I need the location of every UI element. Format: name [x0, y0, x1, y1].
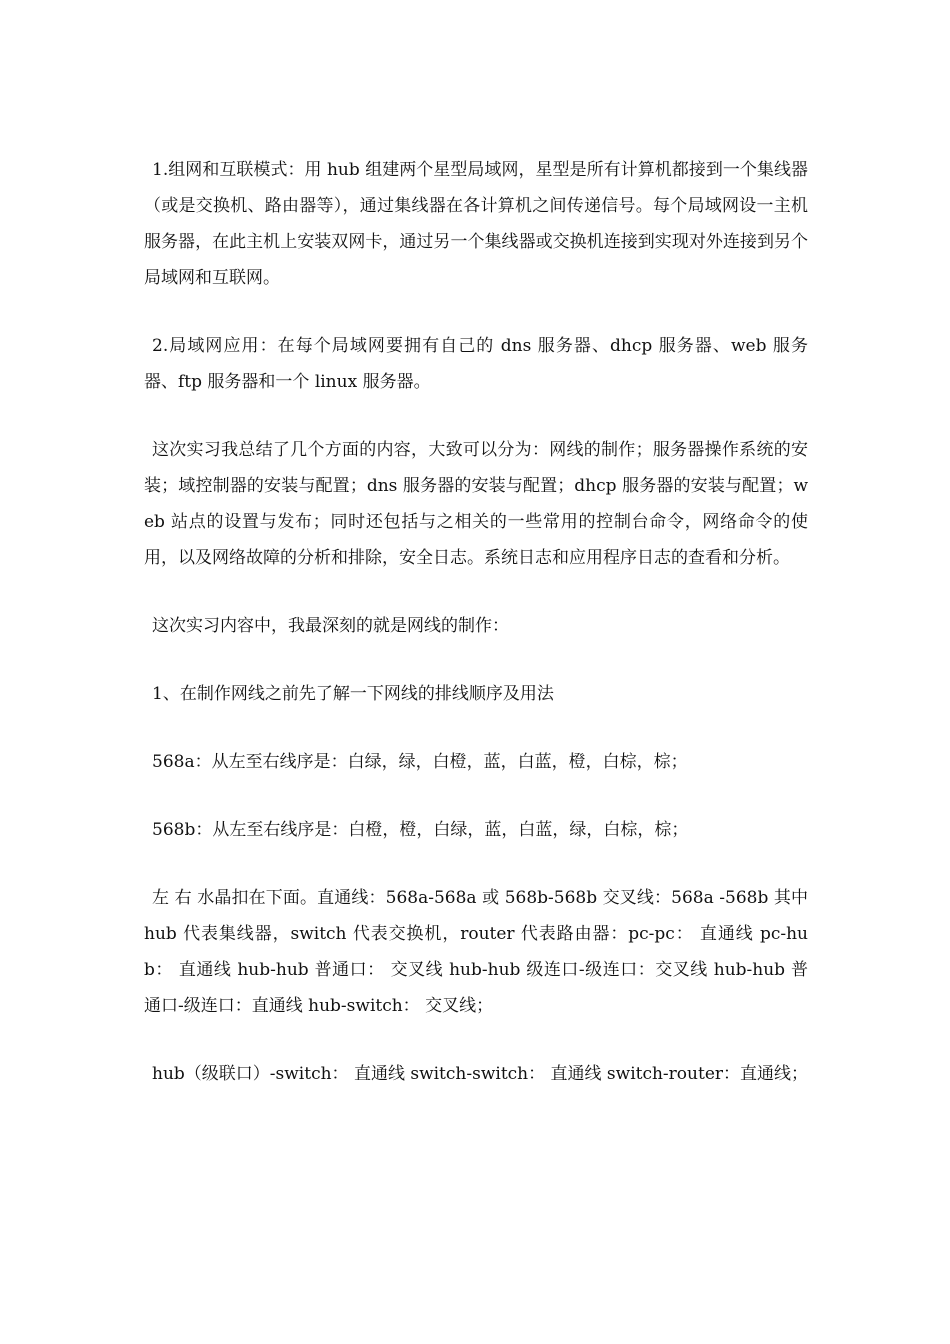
paragraph-lan-application: 2.局域网应用：在每个局域网要拥有自己的 dns 服务器、dhcp 服务器、web 服务器、ftp 服务器和一个 linux 服务器。: [144, 336, 808, 392]
paragraph-cable-types: 左 右 水晶扣在下面。直通线：568a-568a 或 568b-568b 交叉线：568a -568b 其中 hub 代表集线器，switch 代表交换机，router 代表路由器：pc-pc： 直通线 pc-hub： 直通线 hub-hub 普通口： 交叉线 hub-hub 级连口-级连口：交叉线 hub-hub 普通口-级连口：直通线 hub-switch： 交叉线；: [144, 888, 808, 1016]
document-body: [144, 152, 808, 1124]
paragraph-cable-intro: 这次实习内容中，我最深刻的就是网线的制作：: [152, 616, 509, 636]
paragraph-568a: 568a：从左至右线序是：白绿，绿，白橙，蓝，白蓝，橙，白棕，棕；: [152, 752, 688, 772]
paragraph-networking-mode: 1.组网和互联模式：用 hub 组建两个星型局域网，星型是所有计算机都接到一个集线器（或是交换机、路由器等），通过集线器在各计算机之间传递信号。每个局域网设一主机服务器，在此主机上安装双网卡，通过另一个集线器或交换机连接到实现对外连接到另个局域网和互联网。: [144, 160, 808, 288]
paragraph-internship-summary: 这次实习我总结了几个方面的内容，大致可以分为：网线的制作；服务器操作系统的安装；域控制器的安装与配置；dns 服务器的安装与配置；dhcp 服务器的安装与配置；web 站点的设置与发布；同时还包括与之相关的一些常用的控制台命令，网络命令的使用，以及网络故障的分析和排除，安全日志。系统日志和应用程序日志的查看和分析。: [144, 440, 808, 568]
paragraph-switch-cables: hub（级联口）-switch： 直通线 switch-switch： 直通线 switch-router：直通线；: [152, 1064, 809, 1084]
paragraph-cable-order-intro: 1、在制作网线之前先了解一下网线的排线顺序及用法: [152, 684, 554, 704]
paragraph-568b: 568b：从左至右线序是：白橙，橙，白绿，蓝，白蓝，绿，白棕，棕；: [152, 820, 689, 840]
